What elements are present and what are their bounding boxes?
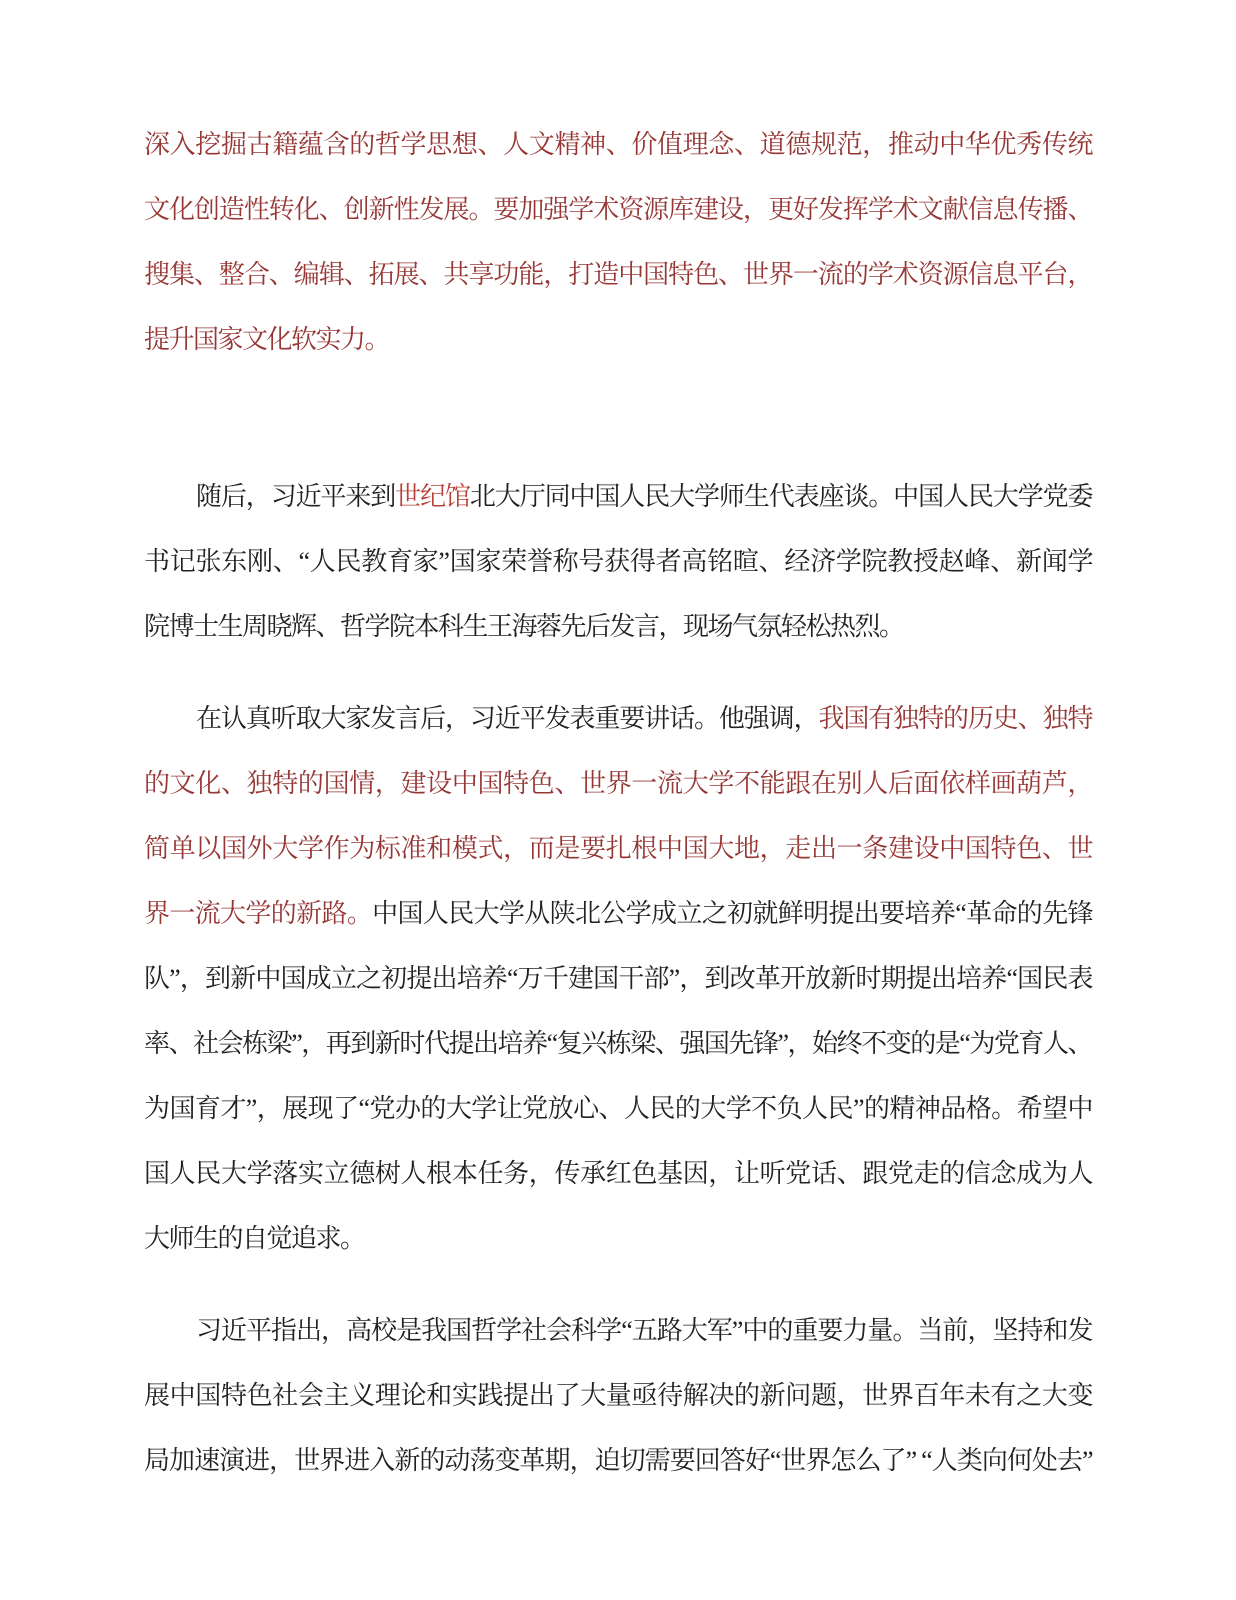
text-line (144, 1011, 1092, 1076)
text-line (144, 751, 1092, 816)
text-line (144, 242, 1092, 307)
text-line (144, 1363, 1092, 1428)
text-line (144, 464, 1092, 529)
text-line (144, 529, 1092, 594)
text-run: 随后，习近平来到 (196, 482, 396, 511)
text-run: 界一流大学的新路。 (144, 899, 373, 928)
text-run: 局加速演进，世界进入新的动荡变革期，迫切需要回答好“世界怎么了” “人类向何处去” (144, 1446, 1092, 1475)
paragraph-zhongyao-jianghua (144, 686, 1092, 1271)
text-run: 队”，到新中国成立之初提出培养“万千建国干部”，到改革开放新时期提出培养“国民表 (144, 964, 1092, 993)
text-run: 展中国特色社会主义理论和实践提出了大量亟待解决的新问题，世界百年未有之大变 (144, 1381, 1092, 1410)
text-run: 中国人民大学从陕北公学成立之初就鲜明提出要培养“革命的先锋 (372, 899, 1092, 928)
text-line (144, 177, 1092, 242)
text-line (144, 1206, 1092, 1271)
text-run: 我国有独特的历史、独特 (818, 704, 1092, 733)
text-line (144, 946, 1092, 1011)
text-run: 深入挖掘古籍蕴含的哲学思想、人文精神、价值理念、道德规范，推动中华优秀传统 (144, 130, 1092, 159)
text-line (144, 594, 1092, 659)
paragraph-zuotan (144, 464, 1092, 659)
text-run: 提升国家文化软实力。 (144, 325, 390, 354)
text-line (144, 1141, 1092, 1206)
text-run: 大师生的自觉追求。 (144, 1224, 365, 1253)
text-line (144, 881, 1092, 946)
text-run: 的文化、独特的国情，建设中国特色、世界一流大学不能跟在别人后面依样画葫芦， (144, 769, 1092, 798)
text-run: 简单以国外大学作为标准和模式，而是要扎根中国大地，走出一条建设中国特色、世 (144, 834, 1092, 863)
text-run: 北大厅同中国人民大学师生代表座谈。中国人民大学党委 (469, 482, 1092, 511)
text-run: 在认真听取大家发言后，习近平发表重要讲话。他强调， (196, 704, 819, 733)
text-run: 为国育才”，展现了“党办的大学让党放心、人民的大学不负人民”的精神品格。希望中 (144, 1094, 1092, 1123)
text-line (144, 112, 1092, 177)
text-run: 搜集、整合、编辑、拓展、共享功能，打造中国特色、世界一流的学术资源信息平台， (144, 260, 1092, 289)
text-run: 书记张东刚、“人民教育家”国家荣誉称号获得者高铭暄、经济学院教授赵峰、新闻学 (144, 547, 1092, 576)
document-content (144, 0, 1092, 1520)
empty-line (144, 399, 1092, 464)
text-line (144, 686, 1092, 751)
text-run: 习近平指出，高校是我国哲学社会科学“五路大军”中的重要力量。当前，坚持和发 (196, 1316, 1092, 1345)
text-run: 率、社会栋梁”，再到新时代提出培养“复兴栋梁、强国先锋”，始终不变的是“为党育人、 (144, 1029, 1092, 1058)
text-line (144, 1428, 1092, 1493)
text-line (144, 307, 1092, 372)
paragraph-zhexue-shehui-kexue (144, 1298, 1092, 1493)
text-run: 院博士生周晓辉、哲学院本科生王海蓉先后发言，现场气氛轻松热烈。 (144, 612, 904, 641)
text-line (144, 816, 1092, 881)
red-highlight-term: 世纪馆 (395, 482, 470, 511)
text-run: 国人民大学落实立德树人根本任务，传承红色基因，让听党话、跟党走的信念成为人 (144, 1159, 1092, 1188)
text-line (144, 1298, 1092, 1363)
text-run: 文化创造性转化、创新性发展。要加强学术资源库建设，更好发挥学术文献信息传播、 (144, 195, 1092, 224)
text-line (144, 1076, 1092, 1141)
paragraph-guji-quote (144, 112, 1092, 372)
